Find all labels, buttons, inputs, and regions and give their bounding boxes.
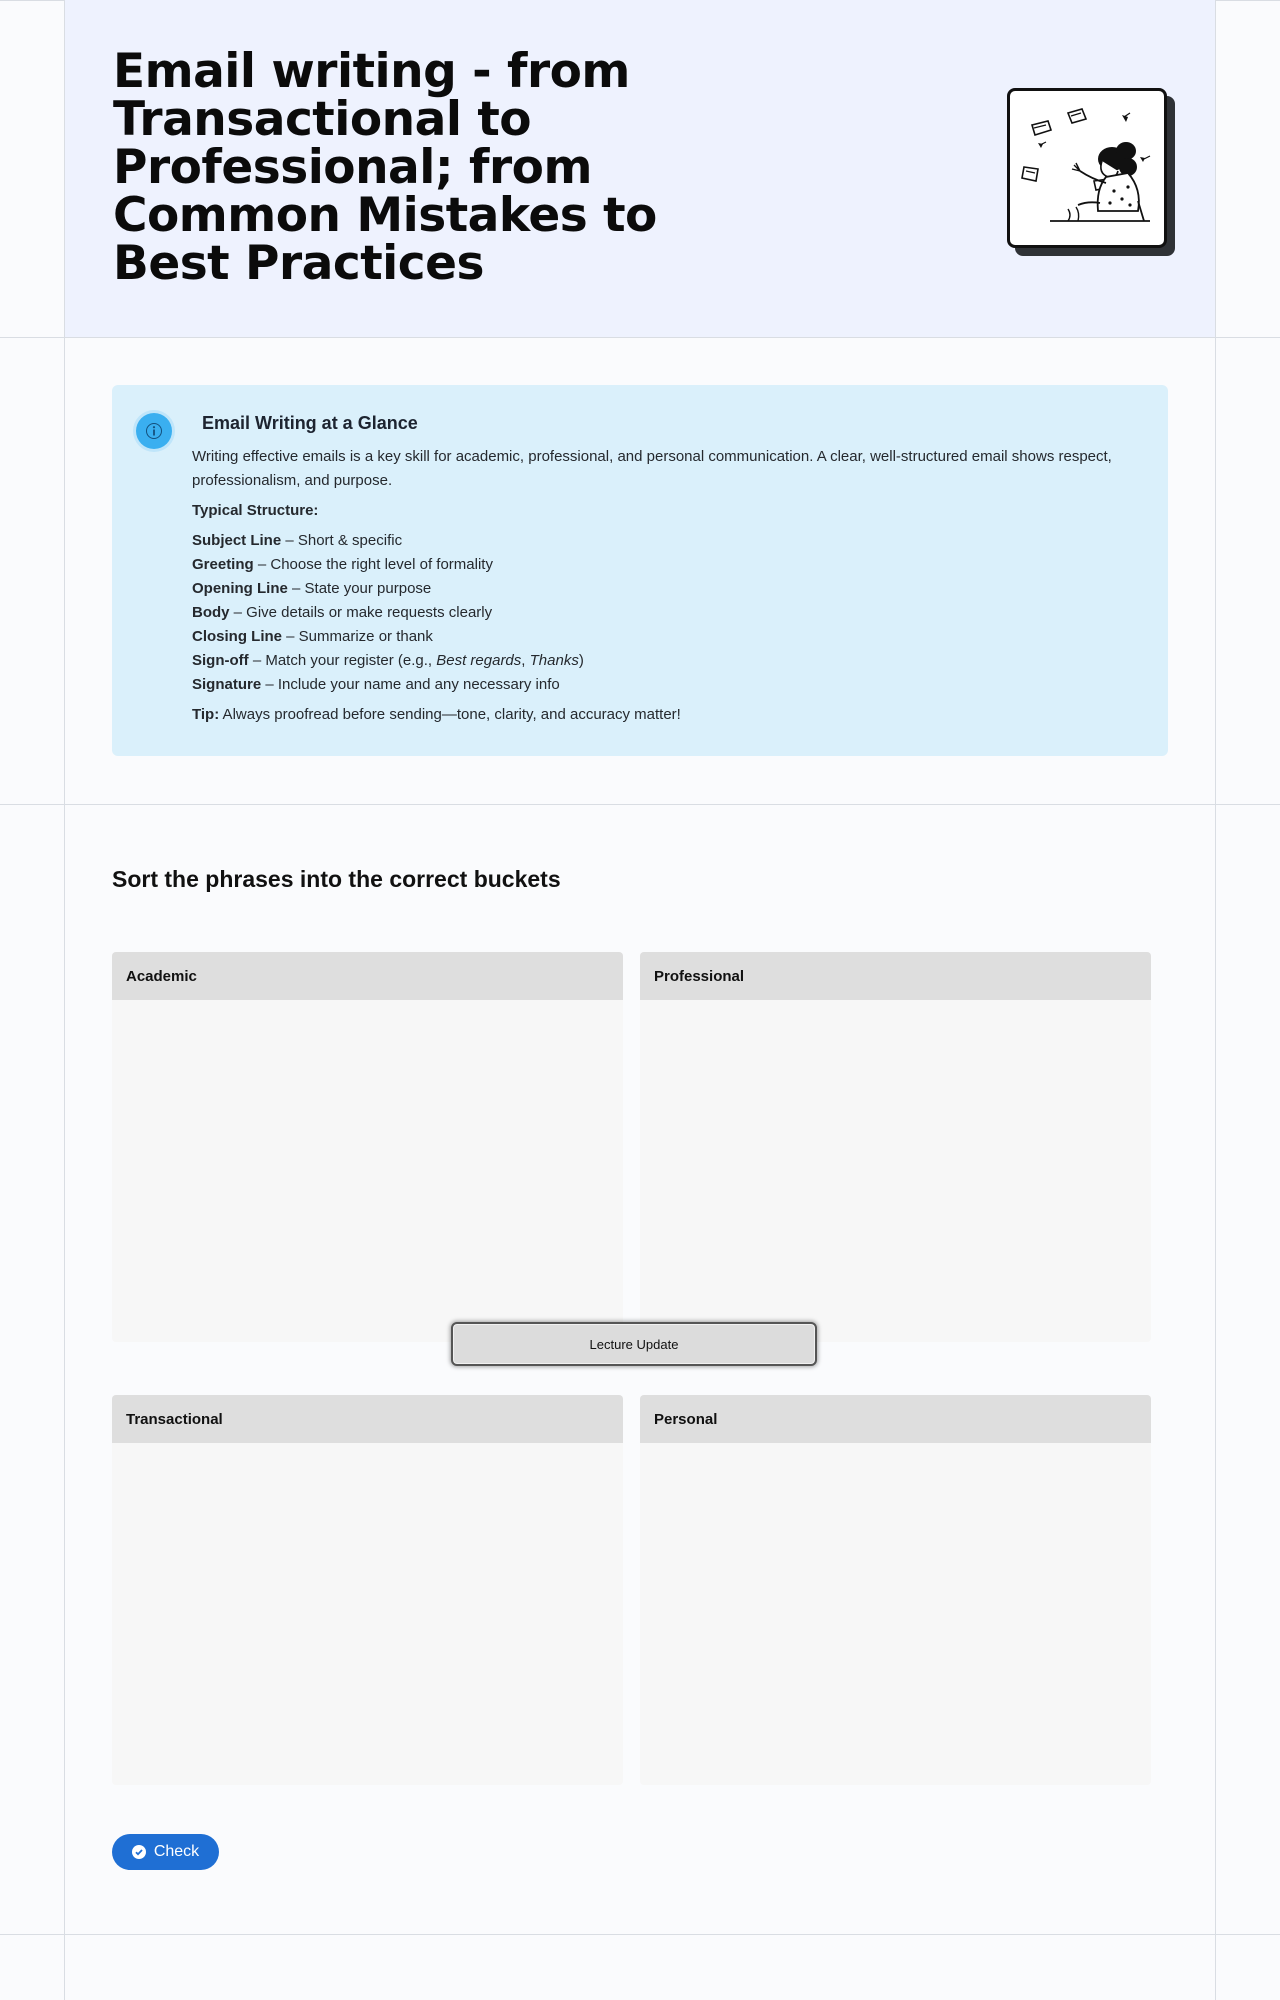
info-icon	[136, 413, 172, 449]
draggable-phrase-chip[interactable]: Lecture Update	[451, 1322, 817, 1366]
info-glyph-icon	[145, 422, 163, 440]
bucket-label: Transactional	[112, 1395, 623, 1443]
structure-item: Sign-off – Match your register (e.g., Best regards, Thanks)	[192, 652, 584, 669]
structure-item: Subject Line – Short & specific	[192, 532, 403, 549]
structure-item: Signature – Include your name and any necessary info	[192, 676, 560, 693]
hero-illustration	[1007, 88, 1167, 248]
hero-banner	[65, 0, 1215, 337]
structure-item: Greeting – Choose the right level of formality	[192, 556, 493, 573]
guide-line-hero-bottom	[0, 337, 1280, 338]
bucket-personal[interactable]	[640, 1395, 1151, 1785]
bucket-label: Personal	[640, 1395, 1151, 1443]
structure-item: Body – Give details or make requests clearly	[192, 604, 493, 621]
bucket-transactional[interactable]	[112, 1395, 623, 1785]
sort-section-title: Sort the phrases into the correct buckets	[112, 866, 561, 892]
guide-line-sort-bottom	[0, 1934, 1280, 1935]
bucket-label: Professional	[640, 952, 1151, 1000]
check-button-label: Check	[153, 1843, 200, 1860]
bucket-label: Academic	[112, 952, 623, 1000]
structure-item: Closing Line – Summarize or thank	[192, 628, 433, 645]
bucket-professional[interactable]	[640, 952, 1151, 1342]
structure-item: Opening Line – State your purpose	[192, 580, 432, 597]
illustration-frame	[1007, 88, 1167, 248]
guide-line-info-bottom	[0, 804, 1280, 805]
info-title: Email Writing at a Glance	[202, 413, 418, 433]
check-circle-icon	[132, 1845, 146, 1859]
bucket-academic[interactable]	[112, 952, 623, 1342]
info-card	[112, 385, 1168, 756]
info-tip: Tip: Always proofread before sending—tone, clarity, and accuracy matter!	[192, 706, 681, 723]
person-throwing-letters-icon	[1010, 91, 1164, 245]
info-intro: Writing effective emails is a key skill for academic, professional, and personal communication. A clear, well-structured email shows respect, professionalism, and purpose.	[192, 448, 1112, 489]
info-body	[192, 445, 1142, 733]
check-button[interactable]	[112, 1834, 219, 1870]
guide-line-right	[1215, 0, 1216, 2000]
page-title: Email writing - from Transactional to Professional; from Common Mistakes to Best Practices	[113, 44, 657, 291]
structure-label: Typical Structure:	[192, 502, 319, 519]
